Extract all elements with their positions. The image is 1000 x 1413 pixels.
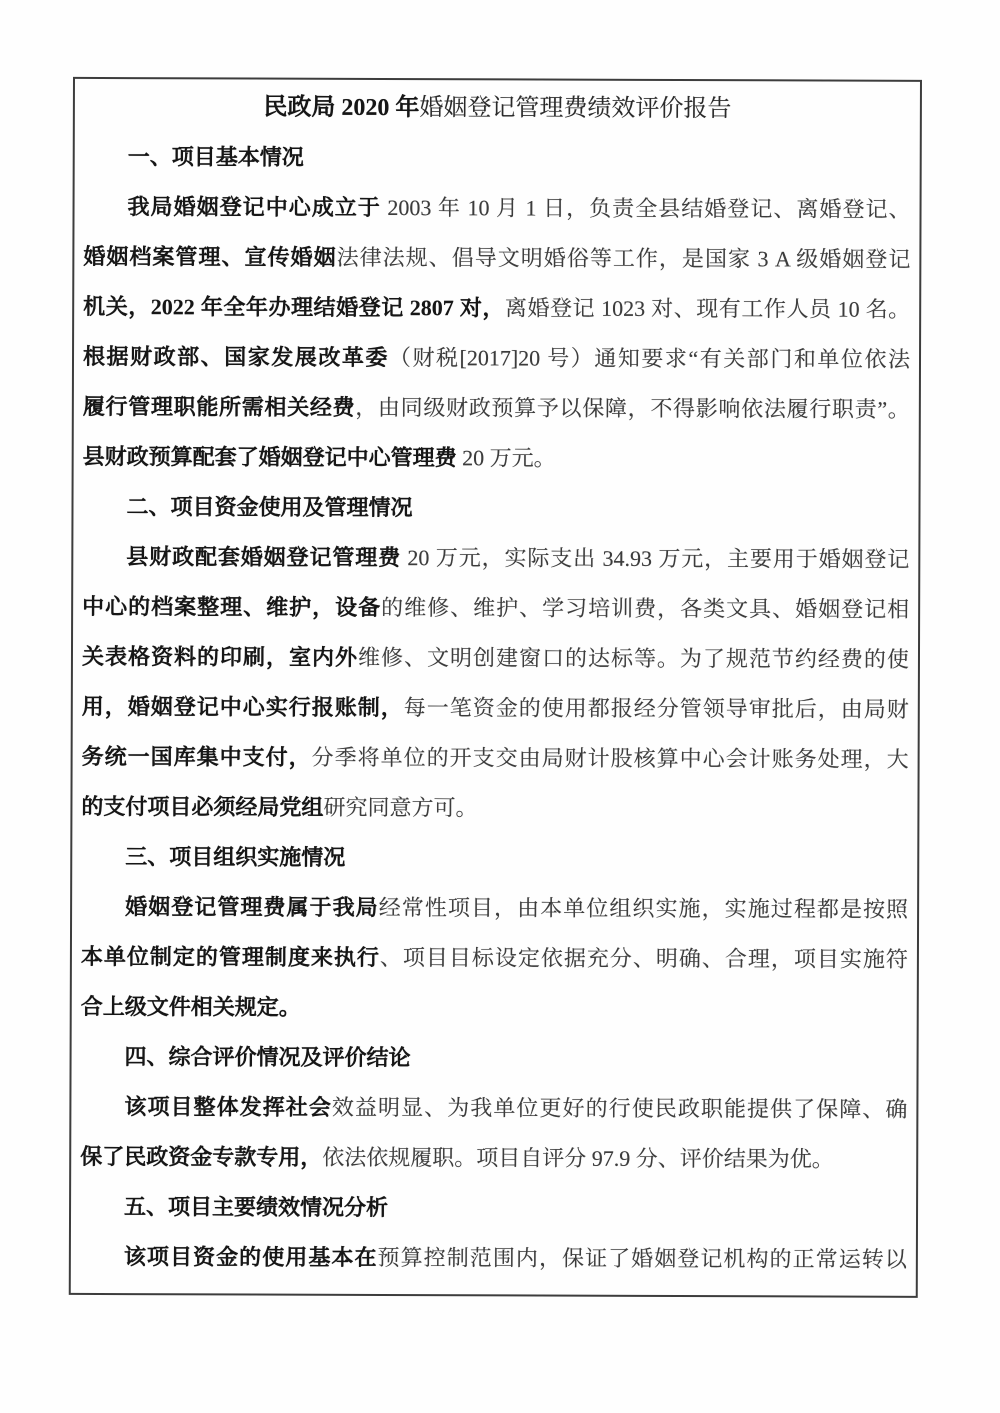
- text-segment: 研究同意方可。: [323, 794, 478, 821]
- text-segment: 我局婚姻登记中心成立于: [127, 194, 381, 220]
- text-segment: 务统一国库集中支付，: [81, 743, 312, 770]
- text-segment: 婚姻登记管理费绩效评价报告: [419, 95, 732, 123]
- text-segment: 该项目资金的使用基本在: [123, 1244, 378, 1270]
- text-segment: 经常性项目，由本单位组织实施，实施过程都是按照: [378, 894, 909, 922]
- section-3-heading: [81, 832, 908, 885]
- section-2-heading: [82, 482, 909, 535]
- paragraph-line: [83, 282, 910, 335]
- text-segment: 2003 年 10 月 1 日，负责全县结婚登记、离婚登记、: [380, 194, 911, 222]
- text-segment: 、项目目标设定依据充分、明确、合理，项目实施符: [379, 944, 908, 972]
- paragraph-line: [82, 682, 909, 735]
- section-5-heading: [80, 1182, 907, 1235]
- text-segment: 的维修、维护、学习培训费，各类文具、婚姻登记相: [381, 594, 910, 622]
- text-segment: 20 万元，实际支出 34.93 万元，主要用于婚姻登记: [400, 545, 910, 572]
- paragraph-line: [83, 382, 910, 435]
- document-lines: [71, 79, 920, 1285]
- text-segment: 根据财政部、国家发展改革委: [82, 343, 390, 370]
- text-segment: 县财政配套婚姻登记管理费: [126, 544, 402, 571]
- text-segment: 关表格资料的印刷，室内外: [81, 643, 359, 670]
- text-segment: ，由同级财政预算予以保障，不得影响依法履行职责”。: [355, 394, 910, 422]
- text-segment: 民政局 2020 年: [263, 94, 420, 122]
- text-segment: 三、项目组织实施情况: [125, 844, 346, 870]
- document-border-box: [69, 77, 922, 1298]
- text-segment: 20 万元。: [456, 445, 556, 471]
- text-segment: 该项目整体发挥社会: [124, 1094, 332, 1120]
- text-segment: 履行管理职能所需相关经费: [82, 393, 356, 420]
- paragraph-line: [82, 732, 909, 785]
- paragraph-line: [81, 932, 908, 985]
- text-segment: 五、项目主要绩效情况分析: [124, 1194, 389, 1221]
- text-segment: 预算控制范围内，保证了婚姻登记机构的正常运转以: [377, 1244, 907, 1272]
- text-segment: 用，婚姻登记中心实行报账制，: [81, 693, 404, 721]
- text-segment: 效益明显、为我单位更好的行使民政职能提供了保障、确: [331, 1094, 908, 1122]
- text-segment: 每一笔资金的使用都报经分管领导审批后，由局财: [403, 695, 909, 722]
- text-segment: 离婚登记 1023 对、现有工作人员 10 名。: [504, 295, 911, 322]
- text-segment: 分季将单位的开支交由局财计股核算中心会计账务处理，大: [311, 744, 909, 772]
- paragraph-line: [80, 1132, 907, 1185]
- text-segment: 保了民政资金专款专用，: [80, 1143, 323, 1170]
- paragraph-line: [82, 632, 909, 685]
- paragraph-line: [81, 782, 908, 835]
- text-segment: 维修、文明创建窗口的达标等。为了规范节约经费的使: [357, 644, 910, 672]
- section-4-heading: [80, 1032, 907, 1085]
- paragraph-line: [81, 882, 908, 935]
- paragraph-line: [80, 1082, 907, 1135]
- text-segment: 依法依规履职。项目自评分 97.9 分、评价结果为优。: [322, 1144, 834, 1172]
- text-segment: 本单位制定的管理制度来执行: [80, 943, 380, 970]
- text-segment: 的支付项目必须经局党组: [81, 793, 324, 820]
- text-segment: 法律法规、倡导文明婚俗等工作，是国家 3 A 级婚姻登记: [336, 244, 911, 272]
- section-1-heading: [84, 132, 911, 185]
- text-segment: 一、项目基本情况: [127, 144, 304, 170]
- paragraph-line: [83, 182, 910, 235]
- paragraph-line: [82, 582, 909, 635]
- text-segment: 县财政预算配套了婚姻登记中心管理费: [82, 443, 457, 471]
- paragraph-line: [81, 982, 908, 1035]
- document-title: [84, 82, 911, 135]
- text-segment: 四、综合评价情况及评价结论: [124, 1044, 411, 1071]
- paragraph-line: [83, 432, 910, 485]
- paragraph-line: [82, 532, 909, 585]
- paragraph-line: [83, 232, 910, 285]
- paragraph-line: [83, 332, 910, 385]
- paragraph-line: [80, 1232, 907, 1285]
- text-segment: 中心的档案整理、维护，设备: [82, 593, 382, 620]
- text-segment: 婚姻登记管理费属于我局: [125, 894, 379, 920]
- text-segment: 婚姻档案管理、宣传婚姻: [83, 243, 337, 270]
- text-segment: 二、项目资金使用及管理情况: [126, 494, 413, 521]
- text-segment: 机关，2022 年全年办理结婚登记 2807 对，: [83, 293, 505, 321]
- text-segment: 合上级文件相关规定。: [80, 993, 301, 1020]
- text-segment: （财税[2017]20 号）通知要求“有关部门和单位依法: [388, 344, 911, 372]
